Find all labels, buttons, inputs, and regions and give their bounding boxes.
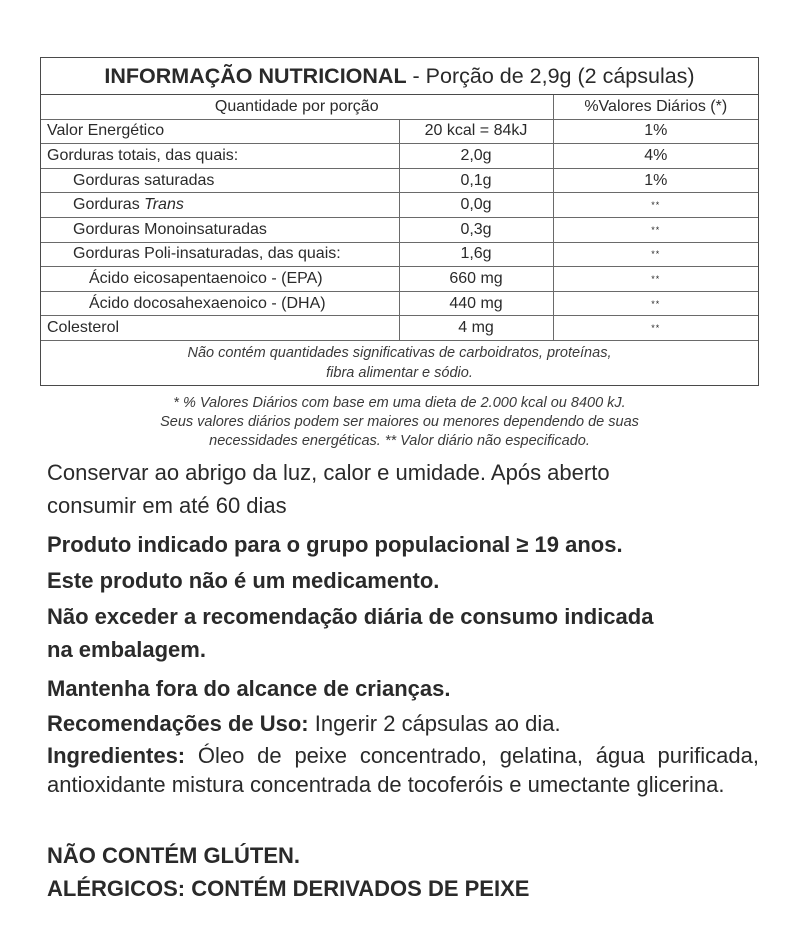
table-row <box>41 267 758 292</box>
row-name: Gorduras Monoinsaturadas <box>41 217 399 242</box>
ingredients-label: Ingredientes: <box>47 743 186 768</box>
target-group: Produto indicado para o grupo populacional ≥ 19 anos. <box>47 532 623 557</box>
row-daily-value: ** <box>553 291 758 316</box>
dosage-warning-line2: na embalagem. <box>47 637 206 662</box>
ingredients-value: Óleo de peixe concentrado, gelatina, água purificada, antioxidante mistura concentrada de tocoferóis e umectante glicerina. <box>47 743 759 797</box>
gluten-statement: NÃO CONTÉM GLÚTEN. <box>47 843 300 868</box>
row-quantity: 1,6g <box>399 242 553 267</box>
table-row <box>41 316 758 341</box>
row-quantity: 0,3g <box>399 217 553 242</box>
table-row <box>41 193 758 218</box>
nutrition-table <box>41 95 758 341</box>
row-quantity: 2,0g <box>399 144 553 169</box>
row-daily-value: ** <box>553 217 758 242</box>
row-quantity: 0,1g <box>399 168 553 193</box>
table-row <box>41 168 758 193</box>
daily-values-footnote <box>40 394 759 451</box>
nutrition-facts-panel <box>40 57 759 386</box>
storage-instructions <box>47 456 759 522</box>
row-daily-value: ** <box>553 316 758 341</box>
nutrition-title <box>41 58 758 95</box>
row-name-prefix: Gorduras <box>73 196 145 214</box>
table-row <box>41 291 758 316</box>
row-daily-value: 4% <box>553 144 758 169</box>
header-daily-values: %Valores Diários (*) <box>553 95 758 119</box>
children-warning: Mantenha fora do alcance de crianças. <box>47 676 451 701</box>
row-quantity: 20 kcal = 84kJ <box>399 119 553 144</box>
table-note-line2: fibra alimentar e sódio. <box>326 364 473 381</box>
table-note <box>41 341 758 385</box>
storage-line1: Conservar ao abrigo da luz, calor e umidade. Após aberto <box>47 460 610 485</box>
header-quantity: Quantidade por porção <box>41 95 553 119</box>
table-row <box>41 119 758 144</box>
storage-line2: consumir em até 60 dias <box>47 493 287 518</box>
footnote-line2: Seus valores diários podem ser maiores ou menores dependendo de suas <box>160 414 639 430</box>
row-name: Colesterol <box>41 316 399 341</box>
row-daily-value: 1% <box>553 119 758 144</box>
row-daily-value: 1% <box>553 168 758 193</box>
row-daily-value: ** <box>553 242 758 267</box>
table-header-row <box>41 95 758 119</box>
row-daily-value: ** <box>553 267 758 292</box>
table-note-line1: Não contém quantidades significativas de carboidratos, proteínas, <box>187 344 612 361</box>
nutrition-title-serving: - Porção de 2,9g (2 cápsulas) <box>406 64 695 88</box>
usage-value: Ingerir 2 cápsulas ao dia. <box>308 711 561 736</box>
row-name: Gorduras Poli-insaturadas, das quais: <box>41 242 399 267</box>
dosage-warning <box>47 600 759 666</box>
row-quantity: 4 mg <box>399 316 553 341</box>
dosage-warning-line1: Não exceder a recomendação diária de consumo indicada <box>47 604 654 629</box>
row-name <box>41 193 399 218</box>
row-name-italic: Trans <box>144 196 184 214</box>
row-name: Ácido docosahexaenoico - (DHA) <box>41 291 399 316</box>
row-daily-value: ** <box>553 193 758 218</box>
table-row <box>41 242 758 267</box>
usage-recommendation <box>47 707 759 740</box>
footnote-line3: necessidades energéticas. ** Valor diário não especificado. <box>209 433 590 449</box>
allergen-statement: ALÉRGICOS: CONTÉM DERIVADOS DE PEIXE <box>47 876 530 901</box>
footnote-line1: * % Valores Diários com base em uma dieta de 2.000 kcal ou 8400 kJ. <box>173 395 626 411</box>
table-row <box>41 144 758 169</box>
row-name: Ácido eicosapentaenoico - (EPA) <box>41 267 399 292</box>
row-quantity: 660 mg <box>399 267 553 292</box>
row-name: Gorduras totais, das quais: <box>41 144 399 169</box>
ingredients <box>47 741 759 799</box>
row-quantity: 440 mg <box>399 291 553 316</box>
row-name: Valor Energético <box>41 119 399 144</box>
row-quantity: 0,0g <box>399 193 553 218</box>
not-medicine-warning: Este produto não é um medicamento. <box>47 568 440 593</box>
row-name: Gorduras saturadas <box>41 168 399 193</box>
usage-label: Recomendações de Uso: <box>47 711 309 736</box>
nutrition-title-main: INFORMAÇÃO NUTRICIONAL <box>104 64 407 88</box>
table-row <box>41 217 758 242</box>
